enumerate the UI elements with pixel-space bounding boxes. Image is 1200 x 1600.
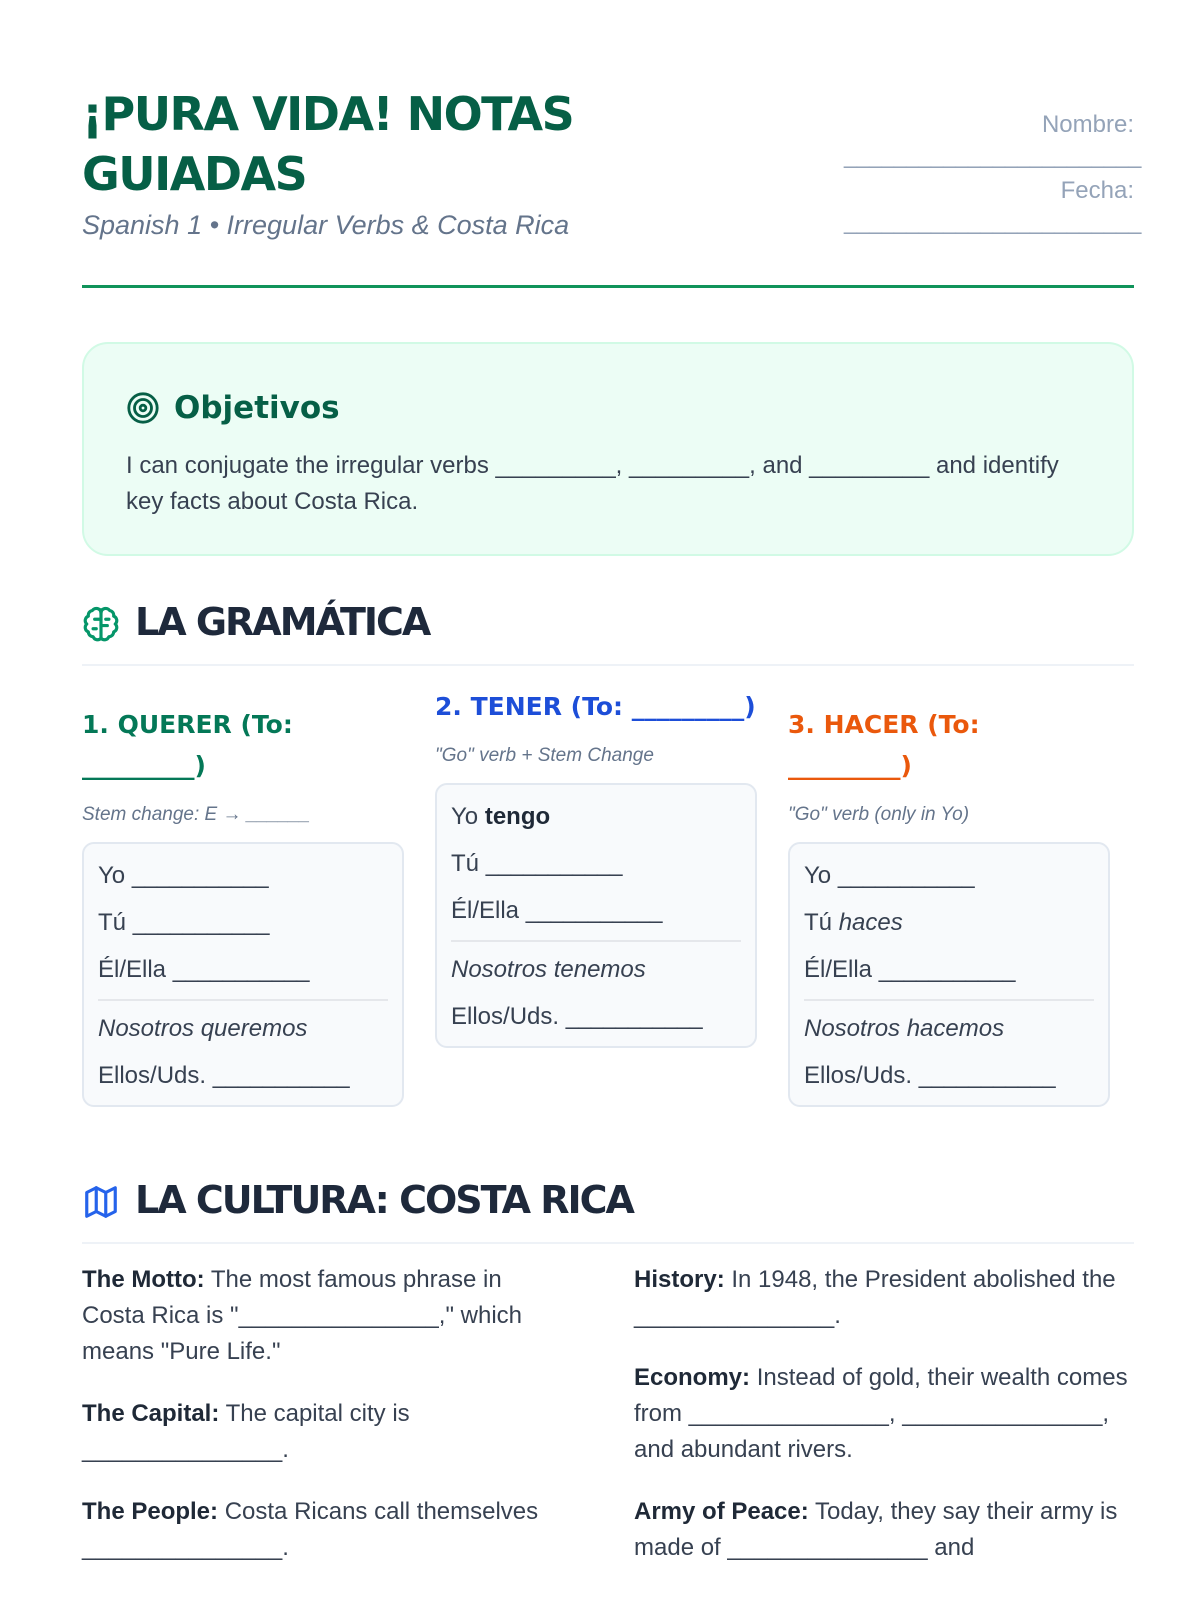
conj-row-nosotros: Nosotros queremos xyxy=(98,1015,308,1042)
conj-row-yo: Yo tengo xyxy=(451,803,551,830)
conj-row-el: Él/Ella ___________ xyxy=(98,956,309,983)
nombre-label: Nombre: xyxy=(1041,111,1134,138)
conj-row-nosotros: Nosotros hacemos xyxy=(804,1015,1005,1042)
culture-fact-economy: Economy: Instead of gold, their wealth comes from _______________, _______________, and abundant rivers. xyxy=(634,1364,1128,1463)
answer-blank[interactable]: ___________ xyxy=(131,862,268,889)
nombre-blank[interactable]: ________________________ xyxy=(844,142,1141,169)
culture-fact-people: The People: Costa Ricans call themselves _______________. xyxy=(82,1498,539,1561)
objectives-title: Objetivos xyxy=(174,390,340,426)
conj-row-el: Él/Ella ___________ xyxy=(804,956,1015,983)
conj-row-yo: Yo ___________ xyxy=(804,862,974,889)
verb-title: 3. HACER (To: _________) xyxy=(788,710,980,780)
target-icon xyxy=(126,391,160,425)
conj-row-el: Él/Ella ___________ xyxy=(451,897,662,924)
verb-tener xyxy=(435,684,757,1048)
worksheet-subtitle: Spanish 1 • Irregular Verbs & Costa Rica xyxy=(82,210,570,240)
culture-title: LA CULTURA: COSTA RICA xyxy=(135,1178,633,1222)
answer-blank[interactable]: ___________ xyxy=(172,956,309,983)
answer-blank[interactable]: ___________ xyxy=(485,850,622,877)
brain-icon xyxy=(82,604,120,644)
divider xyxy=(804,999,1094,1001)
verb-note: "Go" verb + Stem Change xyxy=(435,745,654,766)
conjugation-table xyxy=(435,783,757,1048)
title-line-2: GUIADAS xyxy=(82,147,307,201)
worksheet-title xyxy=(82,84,642,204)
map-icon xyxy=(82,1182,120,1222)
culture-fact-motto: The Motto: The most famous phrase in Costa Rica is "_______________," which means "Pure Life." xyxy=(82,1266,522,1365)
verb-note: Stem change: E → ______ xyxy=(82,804,311,825)
answer-blank[interactable]: ___________ xyxy=(132,909,269,936)
conj-row-tu: Tú haces xyxy=(804,909,903,936)
answer-blank[interactable]: ___________ xyxy=(878,956,1015,983)
culture-fact-capital: The Capital: The capital city is _______________. xyxy=(82,1400,410,1463)
culture-fact-history: History: In 1948, the President abolished the _______________. xyxy=(634,1266,1116,1329)
answer-blank[interactable]: ___________ xyxy=(212,1062,349,1089)
grammar-section-header xyxy=(82,596,1134,666)
worksheet-header xyxy=(82,84,1141,288)
conj-row-tu: Tú ___________ xyxy=(451,850,622,877)
conjugation-table xyxy=(788,842,1110,1107)
divider xyxy=(451,940,741,942)
conj-row-ellos: Ellos/Uds. ___________ xyxy=(451,1003,702,1030)
answer-blank[interactable]: ___________ xyxy=(565,1003,702,1030)
verb-note: "Go" verb (only in Yo) xyxy=(788,804,970,825)
conj-row-ellos: Ellos/Uds. ___________ xyxy=(98,1062,349,1089)
verb-querer xyxy=(82,704,404,1107)
conj-row-ellos: Ellos/Uds. ___________ xyxy=(804,1062,1055,1089)
verb-title: 1. QUERER (To: _________) xyxy=(82,710,293,780)
objectives-header xyxy=(126,388,340,428)
conj-row-tu: Tú ___________ xyxy=(98,909,269,936)
fecha-label: Fecha: xyxy=(1060,177,1134,204)
objectives-box xyxy=(82,342,1134,556)
title-line-1: ¡PURA VIDA! NOTAS xyxy=(82,87,574,141)
divider xyxy=(98,999,388,1001)
student-info xyxy=(844,108,1141,240)
verb-hacer xyxy=(788,704,1110,1107)
culture-section-header xyxy=(82,1174,1134,1244)
conjugation-table xyxy=(82,842,404,1107)
grammar-title: LA GRAMÁTICA xyxy=(135,600,430,644)
objectives-text: I can conjugate the irregular verbs _________, _________, and _________ and identify key facts about Costa Rica. xyxy=(126,452,1059,515)
conj-row-nosotros: Nosotros tenemos xyxy=(451,956,646,983)
culture-left-column xyxy=(82,1262,558,1592)
answer-blank[interactable]: ___________ xyxy=(918,1062,1055,1089)
verb-title: 2. TENER (To: _________) xyxy=(435,692,756,721)
fecha-blank[interactable]: ________________________ xyxy=(844,208,1141,235)
worksheet-page xyxy=(82,0,1141,1600)
answer-blank[interactable]: ___________ xyxy=(525,897,662,924)
answer-blank[interactable]: ___________ xyxy=(837,862,974,889)
culture-right-column xyxy=(634,1262,1134,1592)
conj-row-yo: Yo ___________ xyxy=(98,862,268,889)
culture-fact-army: Army of Peace: Today, they say their army is made of _______________ and xyxy=(634,1498,1118,1561)
